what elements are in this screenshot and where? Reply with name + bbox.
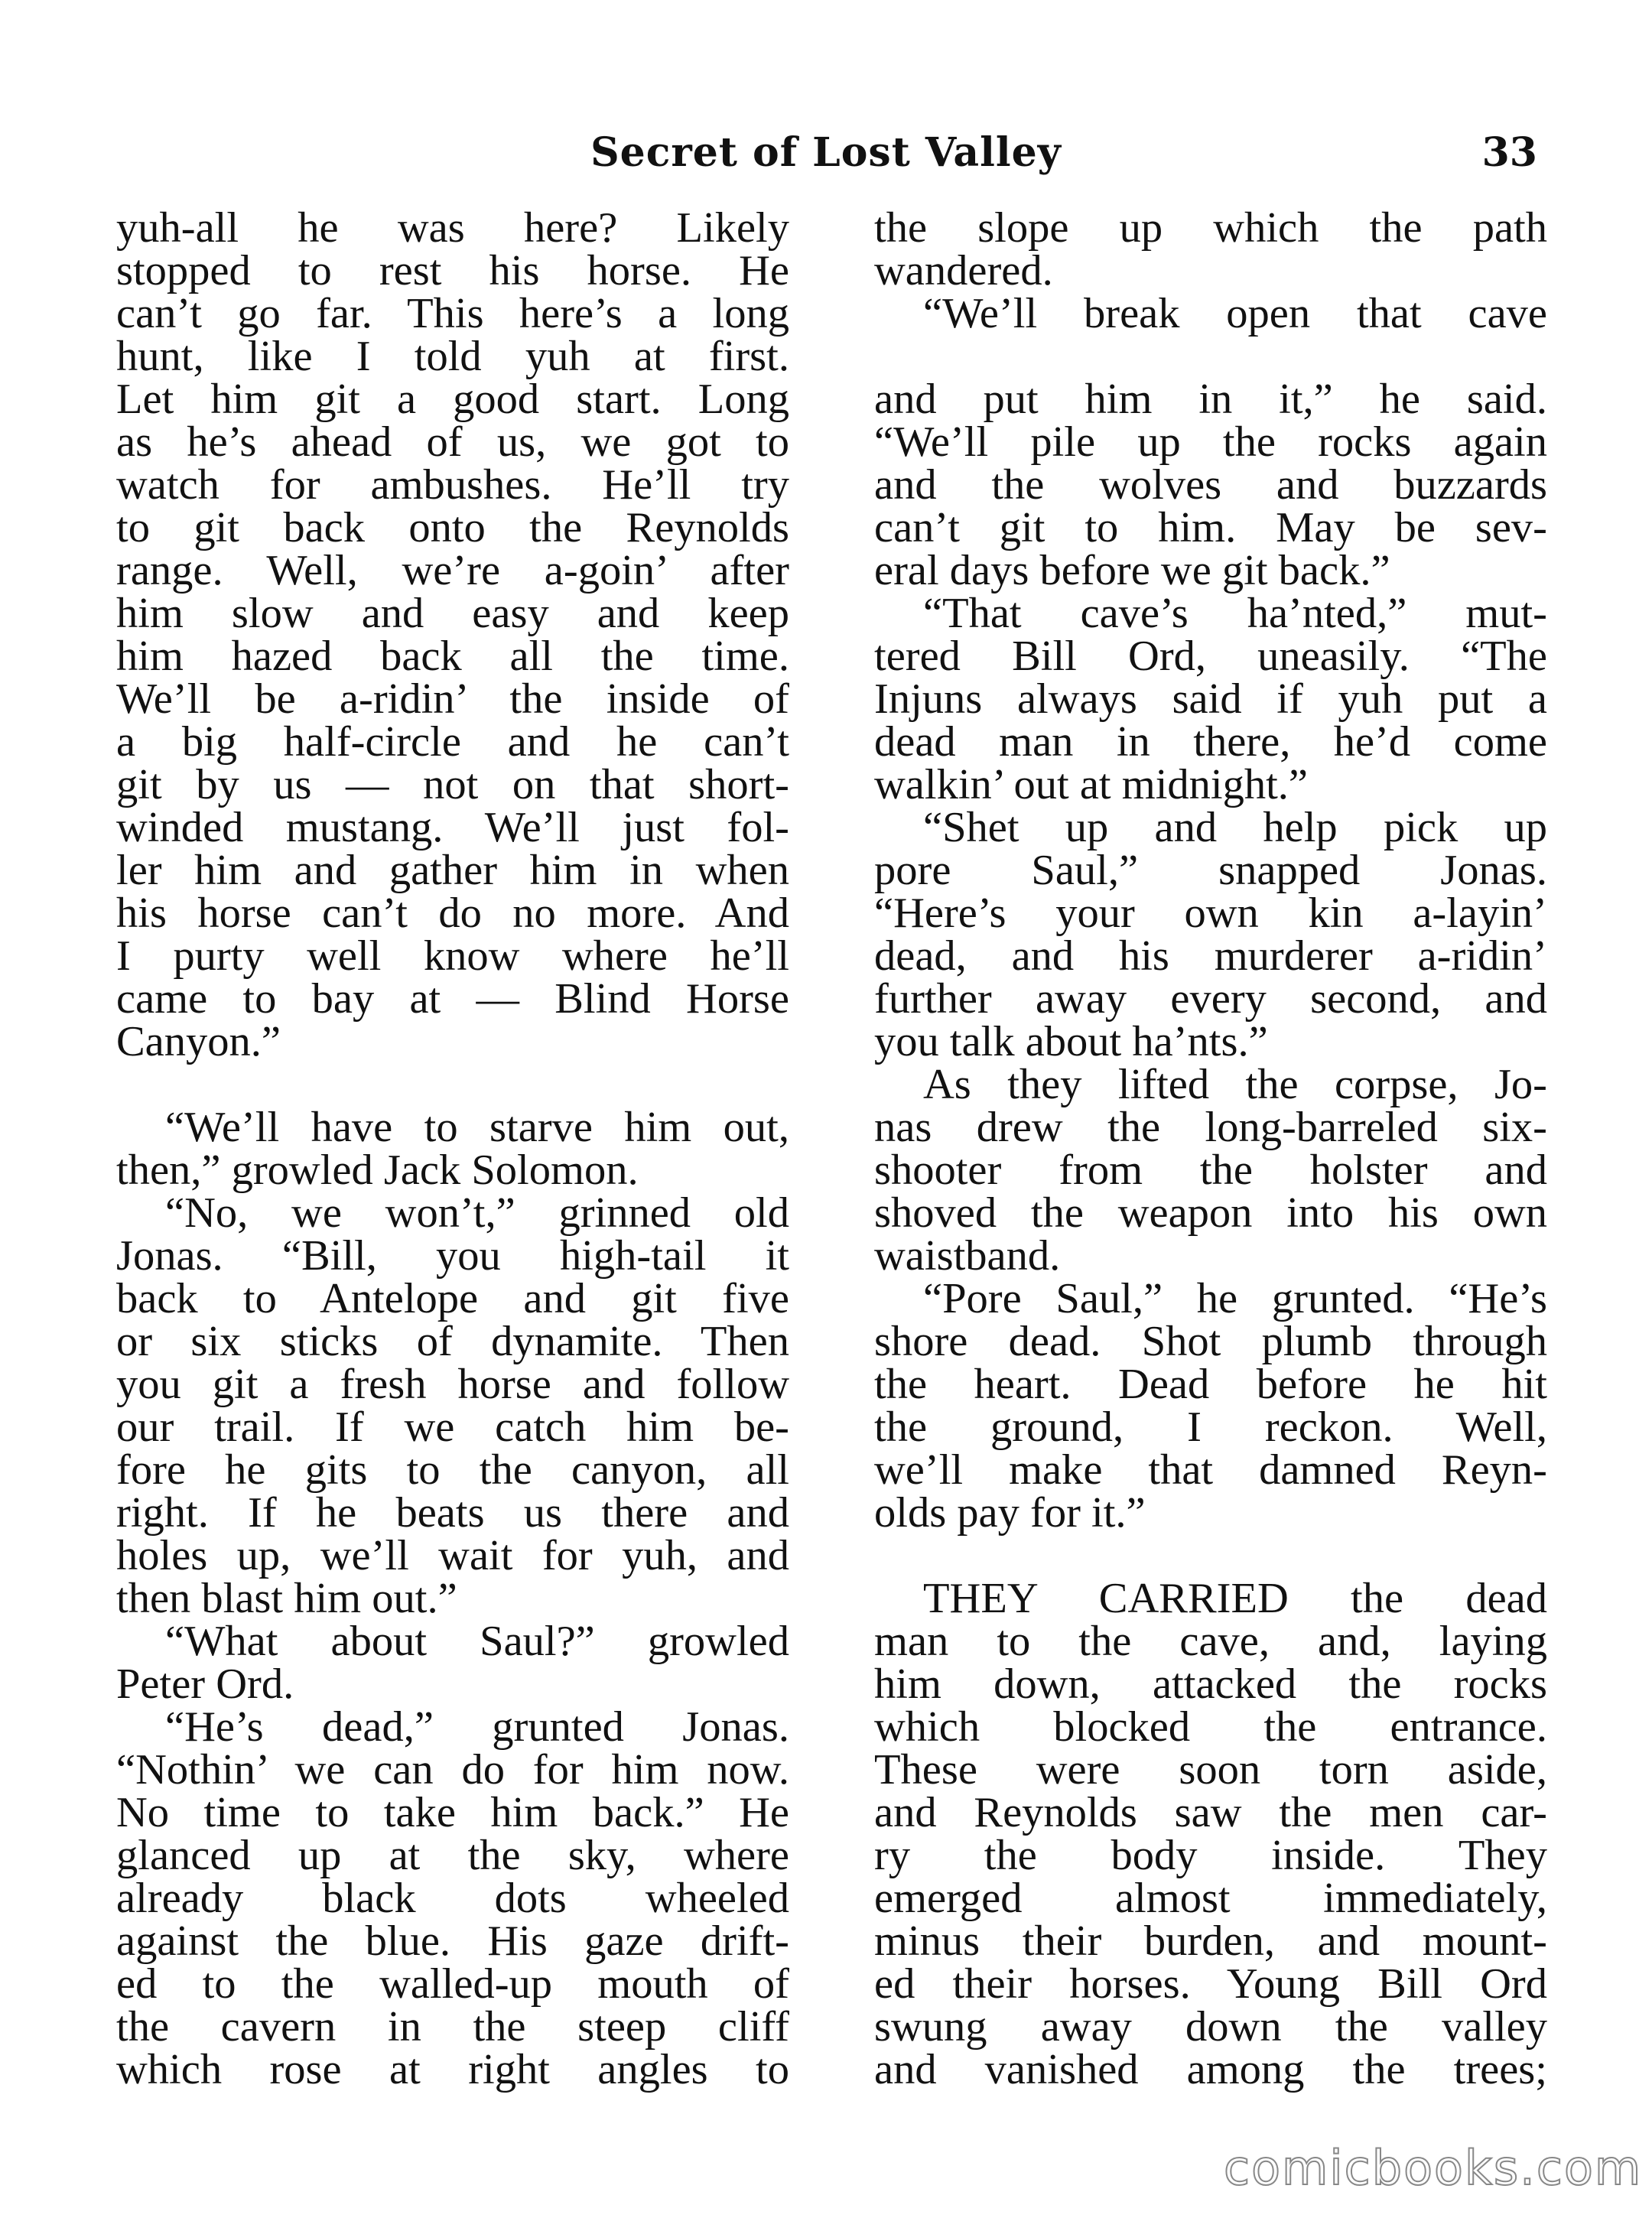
text-line: and Reynolds saw the men car- bbox=[874, 1789, 1547, 1836]
right-text-column bbox=[874, 204, 1547, 2093]
text-line: and put him in it,” he said. bbox=[874, 376, 1547, 423]
text-line: “Here’s your own kin a-layin’ bbox=[874, 889, 1547, 937]
text-line: the slope up which the path bbox=[874, 204, 1547, 252]
text-line: the cavern in the steep cliff bbox=[116, 2003, 789, 2051]
text-line: holes up, we’ll wait for yuh, and bbox=[116, 1532, 789, 1579]
text-line: shore dead. Shot plumb through bbox=[874, 1318, 1547, 1365]
text-line: shooter from the holster and bbox=[874, 1146, 1547, 1194]
text-line: which blocked the entrance. bbox=[874, 1703, 1547, 1751]
text-line: right. If he beats us there and bbox=[116, 1489, 789, 1537]
text-line: As they lifted the corpse, Jo- bbox=[923, 1061, 1547, 1108]
text-line: ed their horses. Young Bill Ord bbox=[874, 1960, 1547, 2008]
text-line: “We’ll pile up the rocks again bbox=[874, 418, 1547, 466]
page-number: 33 bbox=[1481, 129, 1537, 176]
text-line: came to bay at — Blind Horse bbox=[116, 975, 789, 1023]
text-line: Jonas. “Bill, you high-tail it bbox=[116, 1232, 789, 1280]
text-line: ed to the walled-up mouth of bbox=[116, 1960, 789, 2008]
text-line: stopped to rest his horse. He bbox=[116, 247, 789, 294]
text-line: we’ll make that damned Reyn- bbox=[874, 1446, 1547, 1494]
text-line: “Pore Saul,” he grunted. “He’s bbox=[923, 1275, 1547, 1322]
page-title: Secret of Lost Valley bbox=[590, 129, 1062, 176]
text-line: a big half-circle and he can’t bbox=[116, 718, 789, 766]
text-line: you talk about ha’nts.” bbox=[874, 1018, 1268, 1065]
text-line: him down, attacked the rocks bbox=[874, 1660, 1547, 1708]
text-line: him hazed back all the time. bbox=[116, 633, 789, 680]
text-line: back to Antelope and git five bbox=[116, 1275, 789, 1322]
text-line: our trail. If we catch him be- bbox=[116, 1403, 789, 1451]
text-line: Injuns always said if yuh put a bbox=[874, 675, 1547, 723]
text-line: or six sticks of dynamite. Then bbox=[116, 1318, 789, 1365]
text-line: then blast him out.” bbox=[116, 1575, 457, 1622]
text-line: which rose at right angles to bbox=[116, 2046, 789, 2093]
text-line: Canyon.” bbox=[116, 1018, 281, 1065]
text-line: swung away down the valley bbox=[874, 2003, 1547, 2051]
text-line: We’ll be a-ridin’ the inside of bbox=[116, 675, 789, 723]
text-line: fore he gits to the canyon, all bbox=[116, 1446, 789, 1494]
text-line: “We’ll have to starve him out, bbox=[165, 1104, 789, 1151]
text-line: “He’s dead,” grunted Jonas. bbox=[165, 1703, 789, 1751]
text-line: I purty well know where he’ll bbox=[116, 932, 789, 980]
text-line: olds pay for it.” bbox=[874, 1489, 1146, 1537]
text-line: “That cave’s ha’nted,” mut- bbox=[923, 590, 1547, 637]
text-line: shoved the weapon into his own bbox=[874, 1189, 1547, 1237]
text-line: waistband. bbox=[874, 1232, 1061, 1280]
text-line: can’t go far. This here’s a long bbox=[116, 290, 789, 337]
text-line: emerged almost immediately, bbox=[874, 1875, 1547, 1922]
watermark: comicbooks.com bbox=[1224, 2140, 1643, 2196]
text-line: already black dots wheeled bbox=[116, 1875, 789, 1922]
text-line: hunt, like I told yuh at first. bbox=[116, 333, 789, 380]
text-line: glanced up at the sky, where bbox=[116, 1832, 789, 1879]
text-line: him slow and easy and keep bbox=[116, 590, 789, 637]
text-line: against the blue. His gaze drift- bbox=[116, 1917, 789, 1965]
text-line: range. Well, we’re a-goin’ after bbox=[116, 547, 789, 594]
text-line: the heart. Dead before he hit bbox=[874, 1361, 1547, 1408]
paragraph-gap bbox=[874, 335, 1547, 378]
text-line: and vanished among the trees; bbox=[874, 2046, 1547, 2093]
text-line: ry the body inside. They bbox=[874, 1832, 1547, 1879]
text-line: “No, we won’t,” grinned old bbox=[165, 1189, 789, 1237]
text-line: yuh-all he was here? Likely bbox=[116, 204, 789, 252]
text-line: his horse can’t do no more. And bbox=[116, 889, 789, 937]
text-line: pore Saul,” snapped Jonas. bbox=[874, 847, 1547, 894]
text-line: nas drew the long-barreled six- bbox=[874, 1104, 1547, 1151]
text-line: THEY CARRIED the dead bbox=[923, 1575, 1547, 1622]
text-line: further away every second, and bbox=[874, 975, 1547, 1023]
text-line: winded mustang. We’ll just fol- bbox=[116, 804, 789, 851]
text-line: wandered. bbox=[874, 247, 1053, 294]
text-line: man to the cave, and, laying bbox=[874, 1618, 1547, 1665]
text-line: you git a fresh horse and follow bbox=[116, 1361, 789, 1408]
text-line: Let him git a good start. Long bbox=[116, 376, 789, 423]
text-line: walkin’ out at midnight.” bbox=[874, 761, 1308, 808]
text-line: as he’s ahead of us, we got to bbox=[116, 418, 789, 466]
paragraph-gap bbox=[874, 1534, 1547, 1577]
text-line: No time to take him back.” He bbox=[116, 1789, 789, 1836]
text-line: git by us — not on that short- bbox=[116, 761, 789, 808]
paragraph-gap bbox=[116, 1063, 789, 1106]
text-line: These were soon torn aside, bbox=[874, 1746, 1547, 1794]
text-line: the ground, I reckon. Well, bbox=[874, 1403, 1547, 1451]
text-line: and the wolves and buzzards bbox=[874, 461, 1547, 509]
text-line: dead, and his murderer a-ridin’ bbox=[874, 932, 1547, 980]
text-line: “What about Saul?” growled bbox=[165, 1618, 789, 1665]
text-line: minus their burden, and mount- bbox=[874, 1917, 1547, 1965]
text-line: “Shet up and help pick up bbox=[923, 804, 1547, 851]
text-line: can’t git to him. May be sev- bbox=[874, 504, 1547, 551]
text-line: eral days before we git back.” bbox=[874, 547, 1390, 594]
text-line: “We’ll break open that cave bbox=[923, 290, 1547, 337]
text-line: watch for ambushes. He’ll try bbox=[116, 461, 789, 509]
left-text-column bbox=[116, 204, 789, 2093]
text-line: dead man in there, he’d come bbox=[874, 718, 1547, 766]
text-line: “Nothin’ we can do for him now. bbox=[116, 1746, 789, 1794]
text-line: then,” growled Jack Solomon. bbox=[116, 1146, 639, 1194]
text-line: tered Bill Ord, uneasily. “The bbox=[874, 633, 1547, 680]
text-line: Peter Ord. bbox=[116, 1660, 294, 1708]
running-header bbox=[115, 122, 1537, 184]
text-line: to git back onto the Reynolds bbox=[116, 504, 789, 551]
text-line: ler him and gather him in when bbox=[116, 847, 789, 894]
